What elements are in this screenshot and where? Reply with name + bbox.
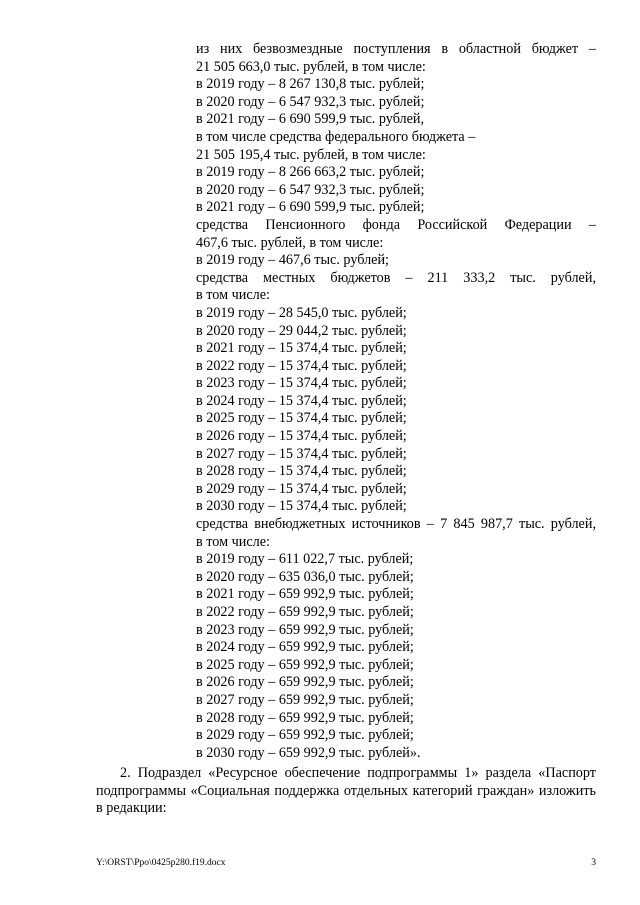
funding-line: в 2026 году – 659 992,9 тыс. рублей; bbox=[196, 674, 414, 691]
funding-line: в 2023 году – 659 992,9 тыс. рублей; bbox=[196, 621, 414, 638]
funding-line: в 2028 году – 15 374,4 тыс. рублей; bbox=[196, 463, 407, 480]
funding-line: 21 505 663,0 тыс. рублей, в том числе: bbox=[196, 58, 426, 75]
page-number: 3 bbox=[591, 858, 596, 868]
funding-line: в 2019 году – 467,6 тыс. рублей; bbox=[196, 252, 389, 269]
funding-line: средства Пенсионного фонда Российской Федерации – bbox=[196, 216, 596, 233]
funding-line: средства внебюджетных источников – 7 845 987,7 тыс. рублей, bbox=[196, 516, 596, 533]
funding-line: в 2025 году – 15 374,4 тыс. рублей; bbox=[196, 410, 407, 427]
funding-line: в том числе: bbox=[196, 533, 270, 550]
funding-line: в 2020 году – 29 044,2 тыс. рублей; bbox=[196, 322, 407, 339]
paragraph-line-1: 2. Подраздел «Ресурсное обеспечение подпрограммы 1» раздела «Паспорт bbox=[120, 765, 596, 781]
paragraph-line-2: подпрограммы «Социальная поддержка отдельных категорий граждан» изложить bbox=[96, 782, 596, 799]
funding-line: в 2021 году – 659 992,9 тыс. рублей; bbox=[196, 586, 414, 603]
section-paragraph bbox=[96, 765, 596, 818]
funding-line: в том числе средства федерального бюджета – bbox=[196, 128, 476, 145]
funding-line: 21 505 195,4 тыс. рублей, в том числе: bbox=[196, 146, 426, 163]
funding-line: в 2028 году – 659 992,9 тыс. рублей; bbox=[196, 709, 414, 726]
funding-line: в 2021 году – 6 690 599,9 тыс. рублей; bbox=[196, 199, 425, 216]
funding-line: в том числе: bbox=[196, 287, 270, 304]
funding-line: в 2027 году – 659 992,9 тыс. рублей; bbox=[196, 691, 414, 708]
funding-line: в 2030 году – 15 374,4 тыс. рублей; bbox=[196, 498, 407, 515]
funding-line: в 2019 году – 8 266 663,2 тыс. рублей; bbox=[196, 164, 425, 181]
funding-line: в 2019 году – 611 022,7 тыс. рублей; bbox=[196, 551, 414, 568]
funding-line: в 2019 году – 8 267 130,8 тыс. рублей; bbox=[196, 76, 425, 93]
funding-line: в 2020 году – 635 036,0 тыс. рублей; bbox=[196, 568, 414, 585]
funding-line: в 2019 году – 28 545,0 тыс. рублей; bbox=[196, 304, 407, 321]
funding-line: средства местных бюджетов – 211 333,2 тыс. рублей, bbox=[196, 269, 596, 286]
funding-line: в 2024 году – 659 992,9 тыс. рублей; bbox=[196, 639, 414, 656]
funding-line: в 2029 году – 15 374,4 тыс. рублей; bbox=[196, 480, 407, 497]
footer-file-path: Y:\ORST\Ppo\0425p280.f19.docx bbox=[96, 858, 226, 868]
funding-line: в 2020 году – 6 547 932,3 тыс. рублей; bbox=[196, 93, 425, 110]
funding-line: в 2022 году – 15 374,4 тыс. рублей; bbox=[196, 357, 407, 374]
funding-line: в 2023 году – 15 374,4 тыс. рублей; bbox=[196, 375, 407, 392]
funding-line: в 2020 году – 6 547 932,3 тыс. рублей; bbox=[196, 181, 425, 198]
funding-line: из них безвозмездные поступления в областной бюджет – bbox=[196, 41, 596, 57]
funding-list bbox=[196, 41, 596, 762]
funding-line: в 2021 году – 15 374,4 тыс. рублей; bbox=[196, 340, 407, 357]
paragraph-line-3: в редакции: bbox=[96, 800, 167, 817]
funding-line: в 2029 году – 659 992,9 тыс. рублей; bbox=[196, 727, 414, 744]
funding-line: в 2030 году – 659 992,9 тыс. рублей». bbox=[196, 744, 421, 761]
funding-line: 467,6 тыс. рублей, в том числе: bbox=[196, 234, 384, 251]
funding-line: в 2027 году – 15 374,4 тыс. рублей; bbox=[196, 445, 407, 462]
funding-line: в 2025 году – 659 992,9 тыс. рублей; bbox=[196, 656, 414, 673]
funding-line: в 2026 году – 15 374,4 тыс. рублей; bbox=[196, 428, 407, 445]
funding-line: в 2024 году – 15 374,4 тыс. рублей; bbox=[196, 392, 407, 409]
page-footer bbox=[96, 858, 596, 868]
funding-line: в 2021 году – 6 690 599,9 тыс. рублей, bbox=[196, 111, 425, 128]
funding-line: в 2022 году – 659 992,9 тыс. рублей; bbox=[196, 604, 414, 620]
